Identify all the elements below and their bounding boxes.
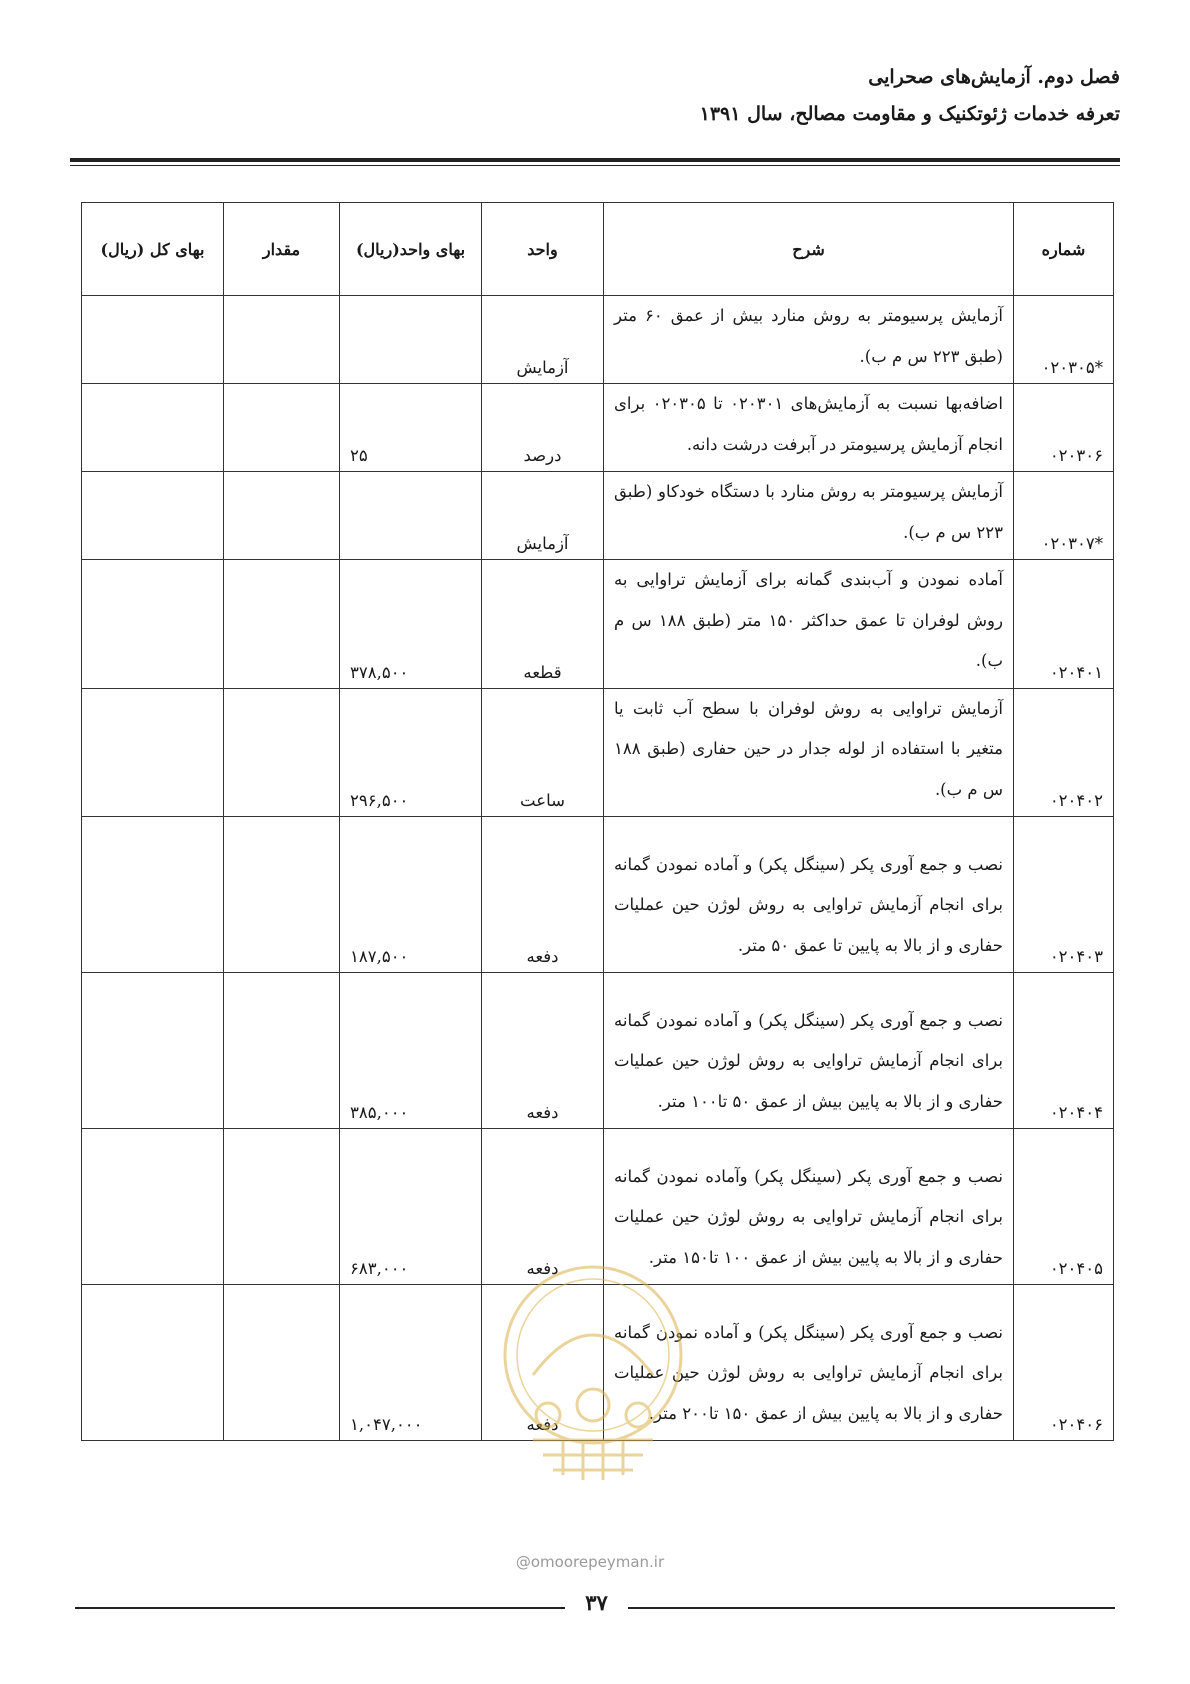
row-quantity xyxy=(224,560,340,689)
table-row xyxy=(82,560,1114,689)
row-total xyxy=(82,1129,224,1285)
header-unit-price: بهای واحد(ریال) xyxy=(340,203,482,296)
row-number: ۰۲۰۴۰۶ xyxy=(1014,1285,1114,1441)
table-row xyxy=(82,472,1114,560)
row-unit: قطعه xyxy=(482,560,604,689)
row-description: آزمایش تراوایی به روش لوفران با سطح آب ثابت یا متغیر با استفاده از لوله جدار در حین حفاری (طبق ۱۸۸ س م ب). xyxy=(604,688,1014,817)
row-unit-price: ۱,۰۴۷,۰۰۰ xyxy=(340,1285,482,1441)
table-row xyxy=(82,817,1114,973)
row-description: آزمایش پرسیومتر به روش منارد با دستگاه خودکاو (طبق ۲۲۳ س م ب). xyxy=(604,472,1014,560)
header-number: شماره xyxy=(1014,203,1114,296)
row-unit-price: ۳۸۵,۰۰۰ xyxy=(340,973,482,1129)
row-description: آزمایش پرسیومتر به روش منارد بیش از عمق ۶۰ متر (طبق ۲۲۳ س م ب). xyxy=(604,296,1014,384)
row-unit: دفعه xyxy=(482,973,604,1129)
header-description: شرح xyxy=(604,203,1014,296)
row-unit: دفعه xyxy=(482,817,604,973)
header-rule-thin xyxy=(70,165,1120,166)
row-unit: دفعه xyxy=(482,1129,604,1285)
row-quantity xyxy=(224,688,340,817)
chapter-title: فصل دوم. آزمایش‌های صحرایی xyxy=(868,66,1120,88)
row-unit-price: ۲۵ xyxy=(340,384,482,472)
row-quantity xyxy=(224,296,340,384)
row-unit-price xyxy=(340,472,482,560)
table-row xyxy=(82,296,1114,384)
row-total xyxy=(82,688,224,817)
row-number: ۰۲۰۳۰۶ xyxy=(1014,384,1114,472)
table-row xyxy=(82,384,1114,472)
row-quantity xyxy=(224,1285,340,1441)
row-description: نصب و جمع آوری پکر (سینگل پکر) و آماده نمودن گمانه برای انجام آزمایش تراوایی به روش لوژن حین عملیات حفاری و از بالا به پایین تا عمق ۵۰ متر. xyxy=(604,817,1014,973)
row-number: *۰۲۰۳۰۷ xyxy=(1014,472,1114,560)
row-total xyxy=(82,1285,224,1441)
header-quantity: مقدار xyxy=(224,203,340,296)
document-subtitle: تعرفه خدمات ژئوتکنیک و مقاومت مصالح، سال ۱۳۹۱ xyxy=(699,103,1120,125)
row-number: ۰۲۰۴۰۳ xyxy=(1014,817,1114,973)
row-total xyxy=(82,817,224,973)
row-total xyxy=(82,384,224,472)
row-quantity xyxy=(224,472,340,560)
header-unit: واحد xyxy=(482,203,604,296)
row-total xyxy=(82,973,224,1129)
row-unit: درصد xyxy=(482,384,604,472)
footer-rule-right xyxy=(628,1607,1115,1609)
row-description: نصب و جمع آوری پکر (سینگل پکر) وآماده نمودن گمانه برای انجام آزمایش تراوایی به روش لوژن حین عملیات حفاری و از بالا به پایین بیش از عمق ۱۰۰ تا۱۵۰ متر. xyxy=(604,1129,1014,1285)
watermark-site: @omoorepeyman.ir xyxy=(515,1553,665,1571)
header-rule-thick xyxy=(70,158,1120,162)
header-total-price: بهای کل (ریال) xyxy=(82,203,224,296)
row-quantity xyxy=(224,817,340,973)
row-total xyxy=(82,472,224,560)
watermark-seal-icon xyxy=(493,1255,693,1495)
row-quantity xyxy=(224,1129,340,1285)
page-header xyxy=(70,60,1120,134)
row-number: ۰۲۰۴۰۴ xyxy=(1014,973,1114,1129)
table-row xyxy=(82,973,1114,1129)
row-description: آماده نمودن و آب‌بندی گمانه برای آزمایش تراوایی به روش لوفران تا عمق حداکثر ۱۵۰ متر (طبق ۱۸۸ س م ب). xyxy=(604,560,1014,689)
row-unit-price: ۲۹۶,۵۰۰ xyxy=(340,688,482,817)
row-number: ۰۲۰۴۰۱ xyxy=(1014,560,1114,689)
row-unit: ساعت xyxy=(482,688,604,817)
row-description: نصب و جمع آوری پکر (سینگل پکر) و آماده نمودن گمانه برای انجام آزمایش تراوایی به روش لوژن حین عملیات حفاری و از بالا به پایین بیش از عمق ۱۵۰ تا۲۰۰ متر. xyxy=(604,1285,1014,1441)
row-number: *۰۲۰۳۰۵ xyxy=(1014,296,1114,384)
row-description: نصب و جمع آوری پکر (سینگل پکر) و آماده نمودن گمانه برای انجام آزمایش تراوایی به روش لوژن حین عملیات حفاری و از بالا به پایین بیش از عمق ۵۰ تا۱۰۰ متر. xyxy=(604,973,1014,1129)
row-unit: دفعه xyxy=(482,1285,604,1441)
row-unit: آزمایش xyxy=(482,296,604,384)
row-total xyxy=(82,560,224,689)
row-number: ۰۲۰۴۰۵ xyxy=(1014,1129,1114,1285)
row-unit-price xyxy=(340,296,482,384)
page-number: ۳۷ xyxy=(585,1590,608,1615)
row-number: ۰۲۰۴۰۲ xyxy=(1014,688,1114,817)
row-unit-price: ۱۸۷,۵۰۰ xyxy=(340,817,482,973)
table-row xyxy=(82,688,1114,817)
table-header-row xyxy=(82,203,1114,296)
row-unit-price: ۳۷۸,۵۰۰ xyxy=(340,560,482,689)
footer-rule-left xyxy=(75,1607,565,1609)
row-unit-price: ۶۸۳,۰۰۰ xyxy=(340,1129,482,1285)
row-total xyxy=(82,296,224,384)
row-quantity xyxy=(224,384,340,472)
row-description: اضافه‌بها نسبت به آزمایش‌های ۰۲۰۳۰۱ تا ۰۲۰۳۰۵ برای انجام آزمایش پرسیومتر در آبرفت درشت دانه. xyxy=(604,384,1014,472)
row-quantity xyxy=(224,973,340,1129)
row-unit: آزمایش xyxy=(482,472,604,560)
